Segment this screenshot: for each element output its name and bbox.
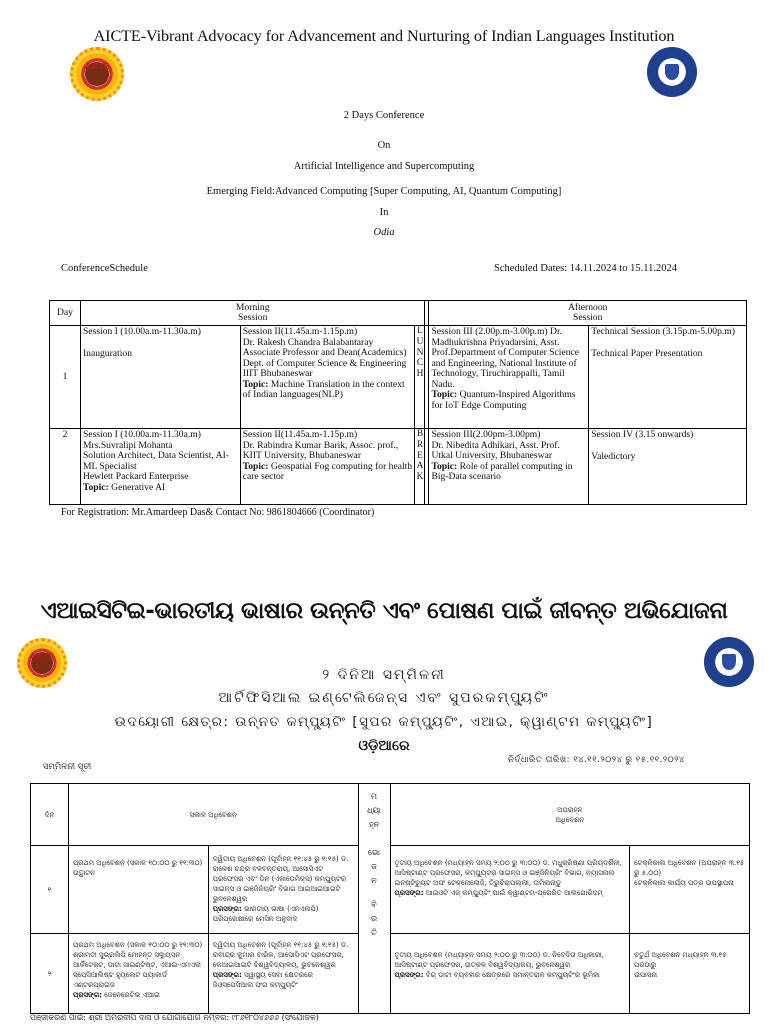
conference-heading: 2 Days Conference [343, 110, 425, 121]
conference-on: On [377, 140, 391, 151]
institution-shield-icon [665, 64, 679, 81]
session-topic [395, 888, 626, 898]
session-speaker: ଦ୍ୱିତୀୟ ଅଧିବେଶନ (ପୂର୍ବାହ୍ନ ୧୧:୪୫ ରୁ ୧:୧୫) ଡ. ରବୀନ୍ଦ୍ର କୁମାର ବାରିକ, ଆସୋସିଏଟ ପ୍ରଫେସର, କେଆଇଆଇଟି ବିଶ୍ୱବିଦ୍ୟାଳୟ, ଭୁବନେଶ୍ୱର [212, 941, 349, 969]
english-title: AICTE-Vibrant Advocacy for Advancement and Nurturing of Indian Languages Institution [93, 27, 675, 45]
session-topic [431, 390, 586, 411]
scheduled-dates: Scheduled Dates: 14.11.2024 to 15.11.2024 [494, 263, 677, 274]
session-topic [213, 904, 354, 924]
day-cell: 2 [50, 429, 81, 505]
table-row [31, 846, 750, 934]
topic-label: ପ୍ରସଙ୍ଗ: [394, 889, 424, 897]
aicte-logo-text: AICTE [30, 651, 54, 661]
topic-text: Role of parallel computing in Big-Data scenario [431, 460, 573, 482]
session-cell [68, 846, 208, 934]
session-topic [213, 970, 354, 990]
topic-text: Quantum-Inspired Algorithms for IoT Edge Computing [431, 389, 576, 411]
session-cell [390, 846, 630, 934]
session-speaker: Session III(2.00pm-3.00pm) Dr. Nibedita Adhikari, Asst. Prof. Utkal University, Bhubaneswar [431, 429, 560, 461]
aicte-logo-text: AICTE [85, 61, 109, 71]
session-cell [630, 934, 750, 1014]
day-header: ଦିନ [31, 784, 69, 846]
session-desc: ପ୍ରଥମ ଅଧିବେଶନ (ସକାଳ ୧୦:୦୦ ରୁ ୧୧:୩୦) ଉଦ୍ଘାଟନ [72, 859, 203, 877]
odia-conference-language: ଓଡ଼ିଆରେ [358, 738, 410, 754]
topic-text: ଆଇଓଟି ଏଜ୍ କମ୍ପ୍ୟୁଟିଂ ପାଇଁ କ୍ୱାଣ୍ଟମ-ପ୍ରେରିତ ଆଲଗୋରିଦମ୍ [423, 889, 603, 897]
session-cell [589, 429, 747, 505]
session-cell [208, 934, 358, 1014]
topic-text: Geospatial Fog computing for health care sector [242, 460, 413, 482]
session-topic [431, 462, 586, 483]
break-text: B R E A K [416, 429, 424, 483]
topic-label: ପ୍ରସଙ୍ଗ: [212, 905, 242, 913]
topic-text: Generative AI [108, 481, 166, 493]
session-cell [240, 326, 415, 429]
odia-scheduled-dates: ନିର୍ଦ୍ଧାରିତ ତାରିଖ: ୧୪.୧୧.୨୦୨୪ ରୁ ୧୫.୧୧.୨୦୨୪ [508, 755, 685, 765]
session-cell [68, 934, 208, 1014]
session-speaker: Session III (2.00p.m-3.00p.m) Dr. Madhukrishna Priyadarsini, Asst. Prof.Department of Computer Science and Engineering, National Institute of Technology, Tiruchirappalli, Tamil Nadu. [431, 326, 580, 390]
session-desc: Technical Paper Presentation [591, 347, 703, 359]
session-cell [630, 846, 750, 934]
session-topic [243, 462, 413, 483]
afternoon-session-header: ଅପରାହ୍ନ ଅଧିବେଶନ [390, 784, 749, 846]
session-cell [429, 326, 589, 429]
topic-text: ବିଗ୍ ଡାଟା ବ୍ୟବହାର କ୍ଷେତ୍ରରେ ସମାନ୍ତରାଳ କମ୍ପ୍ୟୁଟିଂର ଭୂମିକା [423, 971, 600, 979]
session-cell [390, 934, 630, 1014]
session-speaker: Session II(11.45a.m-1.15p.m) Dr. Rabindra Kumar Barik, Assoc. prof., KIIT University, Bhubaneswar [242, 429, 399, 461]
session-speaker: Session I (10.00a.m-11.30a.m) Mrs.Suvralipi Mohanta Solution Architect, Data Scientist, AI-ML Specialist Hewlett Packard Enterprise [82, 429, 229, 482]
session-topic [243, 380, 413, 401]
odia-conference-topic: ଆର୍ଟିଫିସିଆଲ ଇଣ୍ଟେଲିଜେନ୍ସ ଏବଂ ସୁପରକମ୍ପ୍ୟୁଟିଂ [218, 690, 550, 706]
session-topic [83, 483, 238, 494]
schedule-table-english [49, 300, 747, 505]
session-cell [240, 429, 415, 505]
conference-in: In [379, 207, 389, 218]
schedule-label: ConferenceSchedule [61, 263, 148, 274]
topic-label: Topic: [82, 481, 109, 493]
odia-conference-heading: ୨ ଦିନିଆ ସମ୍ମିଳନୀ [322, 667, 446, 683]
table-row [31, 934, 750, 1014]
topic-label: ପ୍ରସଙ୍ଗ: [72, 991, 103, 999]
lunch-break-column [358, 784, 390, 1014]
topic-label: Topic: [242, 378, 269, 390]
topic-label: ପ୍ରସଙ୍ଗ: [394, 971, 424, 979]
break-column [415, 429, 425, 505]
session-cell [589, 326, 747, 429]
conference-field: Emerging Field:Advanced Computing [Super Computing, AI, Quantum Computing] [206, 186, 562, 197]
topic-label: Topic: [242, 460, 269, 472]
topic-label: Topic: [431, 460, 458, 472]
session-cell [208, 846, 358, 934]
odia-title: ଏଆଇସିଟିଇ-ଭାରତୀୟ ଭାଷାର ଉନ୍ନତି ଏବଂ ପୋଷଣ ପାଇଁ ଜୀବନ୍ତ ଅଭିଯୋଜନା [40, 598, 728, 624]
lunch-text: ମ ଧ୍ୟା ହ୍ନ ଭୋ ଜ ନ [367, 792, 381, 885]
topic-text: ଜେନେରେଟିଭ ଏଆଇ [102, 991, 160, 999]
session-topic [73, 990, 204, 1000]
odia-conference-field: ଉଦୟୋଗୀ କ୍ଷେତ୍ର: ଉନ୍ନତ କମ୍ପ୍ୟୁଟିଂ [ସୁପର କମ୍ପ୍ୟୁଟିଂ, ଏଆଇ, କ୍ୱାଣ୍ଟମ କମ୍ପ୍ୟୁଟିଂ] [114, 714, 654, 730]
session-speaker: ତୃତୀୟ ଅଧିବେଶନ (ମଧ୍ୟାହ୍ନ ସମୟ ୨:୦୦ ରୁ ୩:୦୦) ଡ. ନିବେଦିତା ଅଧିକାରୀ, ଆସିଷ୍ଟାଣ୍ଟ ପ୍ରଫେସର, ଉତ୍କଳ ବିଶ୍ୱବିଦ୍ୟାଳୟ, ଭୁବନେଶ୍ୱର [394, 951, 604, 969]
lunch-text: L U N C H [416, 326, 424, 380]
session-cell [80, 326, 240, 429]
topic-label: ପ୍ରସଙ୍ଗ: [212, 971, 242, 979]
conference-topic: Artificial Intelligence and Supercomputing [293, 161, 475, 172]
day-cell: ୨ [31, 934, 69, 1014]
afternoon-session-header: Afternoon Session [429, 301, 747, 326]
topic-label: Topic: [431, 389, 458, 400]
morning-session-header: ସକାଳ ଅଧିବେଶନ [68, 784, 358, 846]
session-cell [429, 429, 589, 505]
aicte-logo-top [70, 47, 124, 101]
day-cell: ୧ [31, 846, 69, 934]
lunch-column [415, 326, 425, 429]
topic-text: ସ୍ୱାସ୍ଥ୍ୟ ସେବା କ୍ଷେତ୍ରରେ ଜିଓସ୍ପେସିଆଲ ଫଗ କମ୍ପ୍ୟୁଟିଂ [212, 971, 313, 989]
day-cell: 1 [50, 326, 81, 429]
odia-registration-info: ପଞ୍ଜୀକରଣ ପାଇଁ: ଶ୍ରୀ ଅମରଦୀପ ଦାସ ଓ ଯୋଗାଯୋଗ ନମ୍ବର: ୯୮୬୧୮୦୪୬୬୬ (ସଂଯୋଜକ) [30, 1013, 319, 1022]
topic-text: Machine Translation in the context of Indian languages(NLP) [242, 378, 405, 400]
session-desc: ଚତୁର୍ଥ ଅଧିବେଶନ ମଧ୍ୟାହ୍ନ ୩.୧୫ ପରଠାରୁ ଉପାସନା [634, 951, 727, 979]
schedule-table-odia [30, 783, 750, 1014]
day-header: Day [50, 301, 81, 326]
break-text: ବି ର ତି [371, 900, 378, 937]
session-cell [80, 429, 240, 505]
session-desc: Inauguration [82, 347, 132, 359]
registration-info: For Registration: Mr.Amardeep Das& Contact No: 9861804666 (Coordinator) [61, 507, 375, 518]
session-speaker: Session II(11.45a.m-1.15p.m) Dr. Rakesh Chandra Balabantaray Associate Professor and Dean(Academics) Dept. of Computer Science & Engineering IIIT Bhubaneswar [242, 326, 407, 379]
table-row [50, 326, 747, 429]
session-topic [395, 970, 626, 980]
session-time: Session I (10.00a.m-11.30a.m) [82, 326, 201, 337]
morning-session-header: Morning Session [80, 301, 424, 326]
table-row [50, 429, 747, 505]
session-time: Technical Session (3.15p.m-5.00p.m) [591, 326, 735, 337]
session-desc: ଟେକ୍ନିକାଲ ଅଧିବେଶନ (ଅପରାହ୍ନ ୩.୧୫ ରୁ ୫.୦୦) ଟେକ୍ନିକାଲ କାର୍ଯ୍ୟ ପତ୍ର ଉପସ୍ଥାପନା [634, 859, 745, 887]
session-speaker: ପ୍ରଥମ ଅଧିବେଶନ (ସକାଳ ୧୦:୦୦ ରୁ ୧୧:୩୦) ଶ୍ରୀମତୀ ସୁଭ୍ରଲିପି ମୋହନ୍ତ ସଲ୍ୟୁସନ ଆର୍କିଟେକ୍ଟ, ଡାଟା ସାଇଣ୍ଟିଷ୍ଟ, ଏଆଇ-ଏମଏଲ ସ୍ପେସିଆଲିଷ୍ଟ ହ୍ୟୁଲେଟ ପ୍ୟାକାର୍ଡ ଏଣ୍ଟରପ୍ରାଇଜ [72, 941, 203, 989]
session-speaker: ତୃତୀୟ ଅଧିବେଶନ (ମଧ୍ୟାହ୍ନ ସମୟ ୨:୦୦ ରୁ ୩:୦୦) ଡ. ମଧୁକ୍ରିଷ୍ଣା ପ୍ରିୟଦର୍ଶିନୀ, ଆସିଷ୍ଟାଣ୍ଟ ପ୍ରଫେସର, କମ୍ପ୍ୟୁଟର ସାଇନ୍ସ ଓ ଇଞ୍ଜିନିୟରିଂ ବିଭାଗ, ନ୍ୟାସନାଲ ଇନଷ୍ଟିଚ୍ୟୁଟ ଅଫ ଟେକ୍ନୋଲୋଜି, ତିରୁଚିରାପଲ୍ଲୀ, ତାମିଲନାଡୁ [394, 859, 622, 887]
conference-language: Odia [373, 227, 395, 238]
odia-schedule-label: ସମ୍ମିଳନୀ ସୂଚୀ [43, 762, 92, 772]
session-desc: Valedictory [591, 450, 636, 462]
session-speaker: ଦ୍ୱିତୀୟ ଅଧିବେଶନ (ପୂର୍ବାହ୍ନ ୧୧:୪୫ ରୁ ୧:୧୫) ଡ. ରାକେଶ ଚନ୍ଦ୍ର ବଳବନ୍ତରାୟ, ଆସୋସିଏଟ ପ୍ରଫେସର ଏବଂ ଡିନ (ଏକାଡେମିକ୍ସ) କମ୍ପ୍ୟୁଟର ସାଇନ୍ସ ଓ ଇଞ୍ଜିନିୟରିଂ ବିଭାଗ ଆଇଆଇଆଇଟି ଭୁବନେଶ୍ୱର [212, 855, 349, 903]
topic-text: ଭାରତୀୟ ଭାଷା (ଏନଏଲପି) ପରିପ୍ରେକ୍ଷୀରେ ମେସିନ ଅନୁବାଦ [212, 905, 319, 923]
session-time: Session IV (3.15 onwards) [591, 429, 694, 440]
institution-logo-top [647, 47, 697, 97]
